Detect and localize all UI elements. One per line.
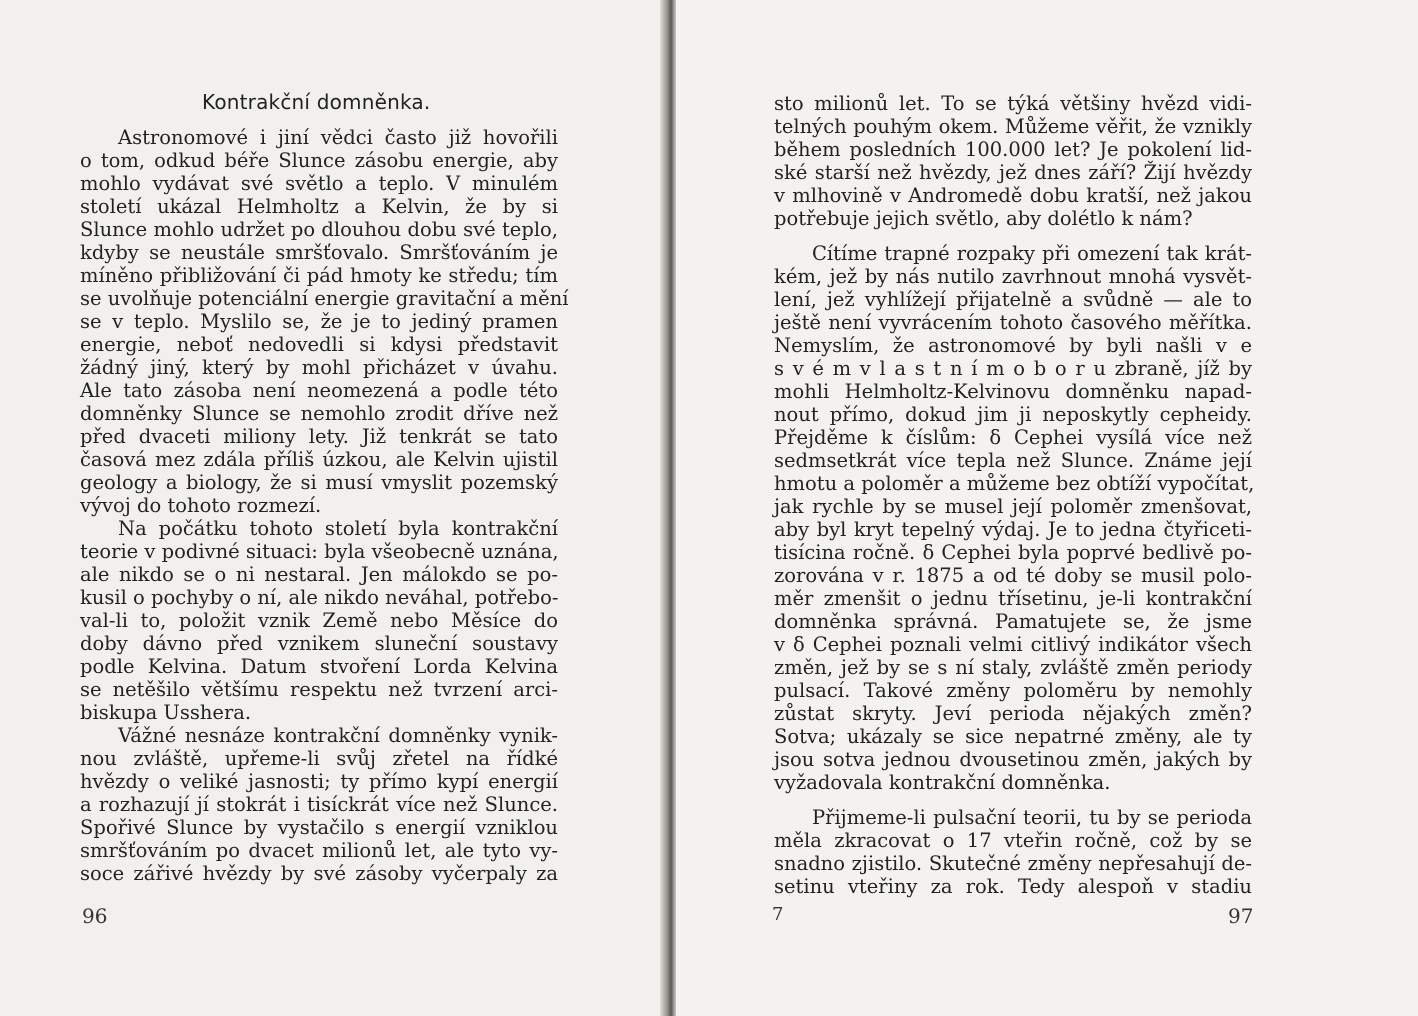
text-line: kém, jež by nás nutilo zavrhnout mnohá vysvět- [774, 265, 1252, 288]
text-line: měla zkracovat o 17 vteřin ročně, což by se [774, 829, 1252, 852]
text-line: ještě není vyvrácením tohoto časového měřítka. [774, 311, 1252, 334]
text-line: geology a biology, že si musí vmyslit pozemský [80, 471, 558, 494]
text-line: mohlo vydávat své světlo a teplo. V minulém [80, 172, 558, 195]
text-line: setinu vteřiny za rok. Tedy alespoň v stadiu [774, 875, 1252, 898]
text-line: století ukázal Helmholtz a Kelvin, že by si [80, 195, 558, 218]
text-line: podle Kelvina. Datum stvoření Lorda Kelvina [80, 655, 558, 678]
text-line: zorována v r. 1875 a od té doby se musil polo- [774, 564, 1252, 587]
text-line: Vážné nesnáze kontrakční domněnky vynik- [118, 724, 558, 747]
text-line: ské starší než hvězdy, jež dnes září? Žijí hvězdy [774, 161, 1252, 184]
text-line: energie, neboť nedovedli si kdysi představit [80, 333, 558, 356]
text-line: biskupa Usshera. [80, 701, 252, 724]
text-line: tisícina ročně. δ Cephei byla poprvé bedlivě po- [774, 541, 1252, 564]
text-line: Přijmeme-li pulsační teorii, tu by se perioda [812, 806, 1252, 829]
text-line: před dvaceti miliony lety. Již tenkrát se tato [80, 425, 558, 448]
section-heading: Kontrakční domněnka. [202, 90, 431, 114]
text-line: kusil o pochyby o ní, ale nikdo neváhal, potřebo- [80, 586, 559, 609]
text-line: ale nikdo se o ni nestaral. Jen málokdo se po- [80, 563, 558, 586]
page-number: 97 [1228, 904, 1254, 928]
text-line: Ale tato zásoba není neomezená a podle této [80, 379, 558, 402]
text-line: lení, jež vyhlížejí přijatelně a svůdně — ale to [774, 288, 1252, 311]
text-line: a rozhazují jí stokrát i tisíckrát více než Slunce. [80, 793, 558, 816]
text-line: soce zářivé hvězdy by své zásoby vyčerpaly za [80, 862, 558, 885]
text-line: pulsací. Takové změny poloměru by nemohly [774, 679, 1252, 702]
text-line: v δ Cephei poznali velmi citlivý indikátor všech [774, 633, 1252, 656]
text-line: se netěšilo většímu respektu než tvrzení arci- [80, 678, 558, 701]
text-line: nout přímo, dokud jim ji neposkytly cepheidy. [774, 403, 1252, 426]
text-line: vyžadovala kontrakční domněnka. [774, 771, 1111, 794]
text-line: kdyby se neustále smršťovalo. Smršťováním je [80, 241, 558, 264]
text-line: v mlhovině v Andromedě dobu kratší, než jakou [774, 184, 1252, 207]
text-line: o tom, odkud béře Slunce zásobu energie, aby [80, 149, 558, 172]
text-line: časová mez zdála příliš úzkou, ale Kelvin ujistil [80, 448, 558, 471]
text-line: změn, jež by se s ní staly, zvláště změn periody [774, 656, 1252, 679]
text-line: Slunce mohlo udržet po dlouhou dobu své teplo, [80, 218, 558, 241]
text-line: Cítíme trapné rozpaky při omezení tak krát- [812, 242, 1252, 265]
text-line: žádný jiný, který by mohl přicházet v úvahu. [80, 356, 558, 379]
text-line: se v teplo. Myslilo se, že je to jediný pramen [80, 310, 558, 333]
text-line: mohli Helmholtz-Kelvinovu domněnku napad- [774, 380, 1252, 403]
page-number: 96 [82, 904, 108, 928]
text-line: sto milionů let. To se týká většiny hvězd vidi- [774, 92, 1252, 115]
text-line: Nemyslím, že astronomové by byli našli v e [774, 334, 1252, 357]
text-line: Spořivé Slunce by vystačilo s energií vzniklou [80, 816, 558, 839]
text-line: snadno zjistilo. Skutečné změny nepřesahují de- [774, 852, 1252, 875]
text-line: sedmsetkrát více tepla než Slunce. Známe její [774, 449, 1252, 472]
text-line: s v é m v l a s t n í m o b o r u zbraně, jíž by [774, 357, 1252, 380]
text-line: hvězdy o veliké jasnosti; ty přímo kypí energií [80, 770, 558, 793]
text-line: zůstat skryty. Jeví perioda nějakých změn? [774, 702, 1252, 725]
text-line: Astronomové i jiní vědci často již hovořili [118, 126, 558, 149]
text-line: domněnky Slunce se nemohlo zrodit dříve než [80, 402, 558, 425]
text-line: měr zmenšit o jednu třísetinu, je-li kontrakční [774, 587, 1252, 610]
text-line: telných pouhým okem. Můžeme věřit, že vznikly [774, 115, 1252, 138]
text-line: domněnka správná. Pamatujete se, že jsme [774, 610, 1252, 633]
text-line: jsou sotva jednou dvousetinou změn, jakých by [774, 748, 1252, 771]
text-line: vývoj do tohoto rozmezí. [80, 494, 322, 517]
text-line: Na počátku tohoto století byla kontrakční [118, 517, 558, 540]
text-line: Sotva; ukázaly se sice nepatrné změny, ale ty [774, 725, 1252, 748]
text-line: potřebuje jejich světlo, aby dolétlo k nám? [774, 207, 1193, 230]
signature-mark: 7 [772, 904, 784, 925]
text-line: aby byl kryt tepelný výdaj. Je to jedna čtyřiceti- [774, 518, 1252, 541]
text-line: nou zvláště, upřeme-li svůj zřetel na řídké [80, 747, 558, 770]
text-line: doby dávno před vznikem sluneční soustavy [80, 632, 558, 655]
text-line: smršťováním po dvacet milionů let, ale tyto vy- [80, 839, 558, 862]
text-line: míněno přibližování či pád hmoty ke středu; tím [80, 264, 558, 287]
text-line: Přejděme k číslům: δ Cephei vysílá více než [774, 426, 1252, 449]
text-line: během posledních 100.000 let? Je pokolení lid- [774, 138, 1252, 161]
text-line: jak rychle by se musel její poloměr zmenšovat, [774, 495, 1252, 518]
text-line: val-li to, položit vznik Země nebo Měsíce do [80, 609, 558, 632]
text-line: teorie v podivné situaci: byla všeobecně uznána, [80, 540, 559, 563]
right-page [676, 0, 1418, 1016]
left-page [0, 0, 668, 1016]
text-line: se uvolňuje potenciální energie gravitační a mění [80, 287, 569, 310]
text-line: hmotu a poloměr a můžeme bez obtíží vypočítat, [774, 472, 1255, 495]
